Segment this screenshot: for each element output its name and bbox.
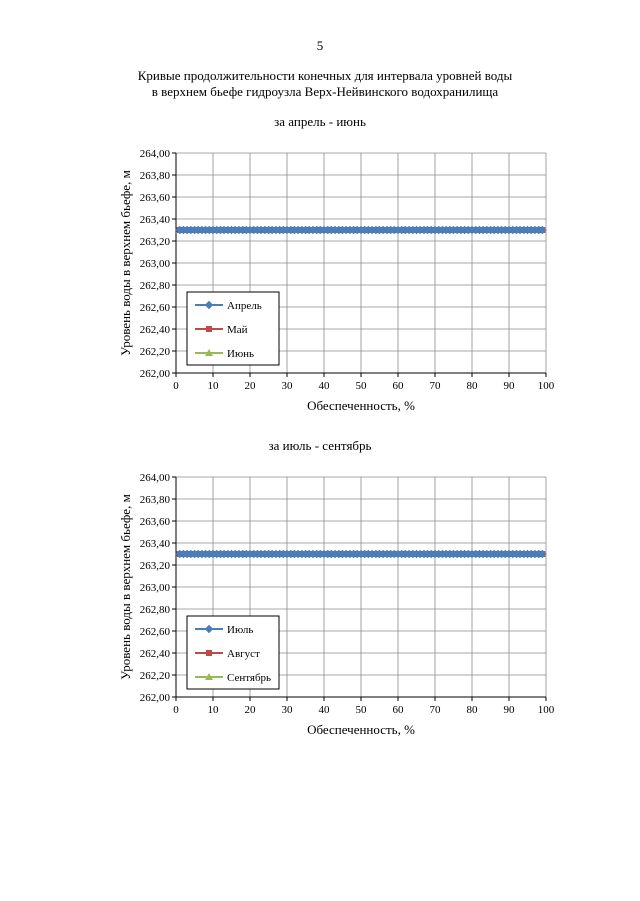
x-tick-label: 30 [281,704,293,716]
y-axis-title: Уровень воды в верхнем бьефе, м [118,494,133,680]
legend-marker [206,326,212,332]
y-tick-label: 262,80 [139,604,170,616]
x-tick-label: 80 [466,704,478,716]
chart-july-september [0,464,640,744]
x-tick-label: 80 [466,380,478,392]
y-tick-label: 263,40 [139,214,170,226]
y-tick-label: 262,40 [139,324,170,336]
y-tick-label: 262,00 [139,368,170,380]
y-tick-label: 263,00 [139,582,170,594]
legend [187,292,279,365]
y-tick-label: 262,20 [139,670,170,682]
y-tick-label: 262,00 [139,692,170,704]
x-tick-label: 20 [244,380,256,392]
y-tick-label: 262,60 [139,626,170,638]
series-1 [176,550,547,558]
y-tick-label: 264,00 [139,148,170,160]
x-tick-label: 70 [429,704,441,716]
title-line-2: в верхнем бьефе гидроузла Верх-Нейвинского водохранилища [151,84,499,99]
y-tick-label: 264,00 [139,472,170,484]
y-tick-label: 263,40 [139,538,170,550]
legend-label: Июль [227,624,254,636]
x-tick-label: 60 [392,380,404,392]
x-tick-label: 0 [173,380,179,392]
y-tick-label: 263,60 [139,192,170,204]
y-tick-label: 263,00 [139,258,170,270]
legend-label: Сентябрь [227,672,272,684]
legend-marker [206,650,212,656]
legend-label: Апрель [227,300,262,312]
x-axis-title: Обеспеченность, % [307,398,415,413]
y-tick-label: 263,80 [139,494,170,506]
legend [187,616,279,689]
chart-1-subtitle: за апрель - июнь [274,114,366,129]
x-tick-label: 20 [244,704,256,716]
x-axis-title: Обеспеченность, % [307,722,415,737]
x-tick-label: 40 [318,704,330,716]
x-tick-label: 100 [537,704,555,716]
x-tick-label: 90 [503,380,515,392]
legend-label: Май [227,324,248,336]
legend-label: Август [227,648,260,660]
x-tick-label: 0 [173,704,179,716]
x-tick-label: 40 [318,380,330,392]
y-tick-label: 263,80 [139,170,170,182]
x-tick-label: 10 [207,380,219,392]
y-tick-label: 263,20 [139,236,170,248]
x-tick-label: 100 [537,380,555,392]
legend-label: Июнь [227,348,255,360]
x-tick-label: 60 [392,704,404,716]
x-tick-label: 10 [207,704,219,716]
y-tick-label: 262,80 [139,280,170,292]
page-number: 5 [316,38,324,53]
x-tick-label: 50 [355,380,367,392]
x-tick-label: 30 [281,380,293,392]
y-axis-title: Уровень воды в верхнем бьефе, м [118,170,133,356]
y-tick-label: 263,60 [139,516,170,528]
x-tick-label: 50 [355,704,367,716]
chart-2-subtitle: за июль - сентябрь [268,438,372,453]
y-tick-label: 262,40 [139,648,170,660]
y-tick-label: 263,20 [139,560,170,572]
chart-april-june [0,140,640,420]
x-tick-label: 70 [429,380,441,392]
document-title [80,68,570,100]
y-tick-label: 262,20 [139,346,170,358]
series-1 [176,226,547,234]
title-line-1: Кривые продолжительности конечных для интервала уровней воды [137,68,513,83]
y-tick-label: 262,60 [139,302,170,314]
x-tick-label: 90 [503,704,515,716]
